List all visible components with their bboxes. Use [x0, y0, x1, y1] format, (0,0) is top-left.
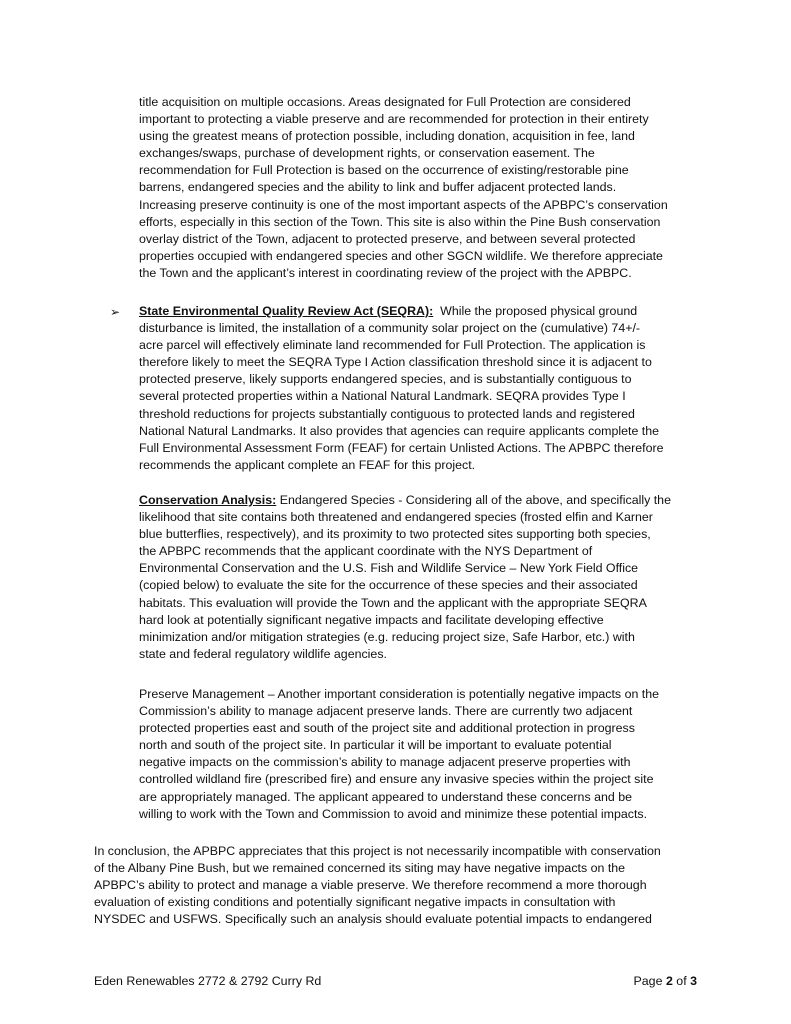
- text-line: Increasing preserve continuity is one of the most important aspects of the APBPC’s conservation: [139, 197, 668, 212]
- seqra-heading: State Environmental Quality Review Act (SEQRA):: [139, 304, 434, 318]
- text-line: negative impacts on the commission’s ability to manage adjacent preserve properties with: [139, 755, 631, 770]
- text-line: habitats. This evaluation will provide the Town and the applicant with the appropriate SEQRA: [139, 595, 647, 610]
- text-line: National Natural Landmarks. It also provides that agencies can require applicants complete the: [139, 423, 660, 438]
- text-line: exchanges/swaps, purchase of development rights, or conservation easement. The: [139, 146, 595, 161]
- text-line: protected preserve, likely supports endangered species, and is substantially contiguous to: [139, 372, 632, 387]
- text-line: Preserve Management – Another important consideration is potentially negative impacts on the: [139, 687, 660, 701]
- page-word: Page: [633, 974, 663, 988]
- text-line: willing to work with the Town and Commission to avoid and minimize these potential impacts.: [139, 806, 648, 821]
- text-line: acre parcel will effectively eliminate land recommended for Full Protection. The application is: [139, 338, 646, 353]
- text-line: Commission’s ability to manage adjacent preserve lands. There are currently two adjacent: [139, 704, 633, 719]
- paragraph-seqra: [139, 303, 699, 474]
- text-line: therefore likely to meet the SEQRA Type I Action classification threshold since it is adjacent to: [139, 355, 652, 370]
- text-line: NYSDEC and USFWS. Specifically such an analysis should evaluate potential impacts to endangered: [94, 912, 652, 927]
- text-line: recommendation for Full Protection is based on the occurrence of existing/restorable pine: [139, 163, 629, 178]
- arrow-bullet-icon: ➢: [110, 305, 121, 319]
- seqra-first-line: [139, 303, 699, 320]
- text-line: efforts, especially in this section of the Town. This site is also within the Pine Bush conservation: [139, 214, 661, 229]
- paragraph-full-protection: [139, 94, 699, 282]
- page-current: 2: [665, 974, 673, 988]
- text-line: protected properties east and south of the project site and additional protection in progress: [139, 721, 635, 736]
- text-line: state and federal regulatory wildlife agencies.: [139, 646, 387, 661]
- text-line: properties occupied with endangered species and other SGCN wildlife. We therefore appreciate: [139, 248, 663, 263]
- text-line: likelihood that site contains both threatened and endangered species (frosted elfin and Karner: [139, 510, 653, 525]
- text-line: disturbance is limited, the installation of a community solar project on the (cumulative) 74+/-: [139, 321, 641, 336]
- text-line: threshold reductions for projects substantially contiguous to protected lands and registered: [139, 406, 635, 421]
- paragraph-preserve-management: [139, 686, 699, 823]
- text-line: north and south of the project site. In particular it will be important to evaluate potential: [139, 738, 612, 753]
- text-line: APBPC’s ability to protect and manage a viable preserve. We therefore recommend a more thorough: [94, 878, 647, 893]
- text-line: hard look at potentially significant negative impacts and facilitate developing effective: [139, 612, 604, 627]
- text-line: overlay district of the Town, adjacent to protected preserve, and between several protected: [139, 231, 636, 246]
- footer-project-name: Eden Renewables 2772 & 2792 Curry Rd: [94, 974, 322, 988]
- text-line: blue butterflies, respectively), and its proximity to two protected sites supporting both species,: [139, 527, 651, 542]
- paragraph-conservation-analysis: [139, 492, 699, 663]
- page-total: 3: [690, 974, 697, 988]
- text-line: are appropriately managed. The applicant appeared to understand these concerns and be: [139, 789, 632, 804]
- conservation-heading: Conservation Analysis:: [139, 493, 277, 507]
- paragraph-conclusion: [94, 843, 700, 928]
- text-line: title acquisition on multiple occasions. Areas designated for Full Protection are considered: [139, 95, 631, 109]
- text-segment: While the proposed physical ground: [440, 304, 638, 318]
- text-line: evaluation of existing conditions and potentially significant negative impacts in consultation with: [94, 895, 616, 910]
- text-line: recommends the applicant complete an FEAF for this project.: [139, 457, 476, 472]
- text-line: the APBPC recommends that the applicant coordinate with the NYS Department of: [139, 544, 593, 559]
- text-segment: Endangered Species - Considering all of the above, and specifically the: [279, 493, 671, 507]
- page-of: of: [676, 974, 687, 988]
- text-line: minimization and/or mitigation strategies (e.g. reducing project size, Safe Harbor, etc.) with: [139, 629, 635, 644]
- text-line: (copied below) to evaluate the site for the occurrence of these species and their associated: [139, 578, 638, 593]
- text-line: of the Albany Pine Bush, but we remained concerned its siting may have negative impacts on the: [94, 861, 626, 876]
- text-line: the Town and the applicant’s interest in coordinating review of the project with the APBPC.: [139, 265, 632, 280]
- text-line: In conclusion, the APBPC appreciates that this project is not necessarily incompatible with conservation: [94, 844, 661, 858]
- text-line: controlled wildland fire (prescribed fire) and ensure any invasive species within the project site: [139, 772, 654, 787]
- footer-page-number: [634, 973, 697, 990]
- text-line: using the greatest means of protection possible, including donation, acquisition in fee, land: [139, 129, 635, 144]
- conservation-first-line: [139, 492, 699, 509]
- text-line: Environmental Conservation and the U.S. Fish and Wildlife Service – New York Field Office: [139, 561, 639, 576]
- text-line: important to protecting a viable preserve and are recommended for protection in their entirety: [139, 112, 649, 127]
- text-line: Full Environmental Assessment Form (FEAF) for certain Unlisted Actions. The APBPC therefore: [139, 440, 664, 455]
- text-line: several protected properties within a National Natural Landmark. SEQRA provides Type I: [139, 389, 626, 404]
- text-line: barrens, endangered species and the ability to link and buffer adjacent protected lands.: [139, 180, 617, 195]
